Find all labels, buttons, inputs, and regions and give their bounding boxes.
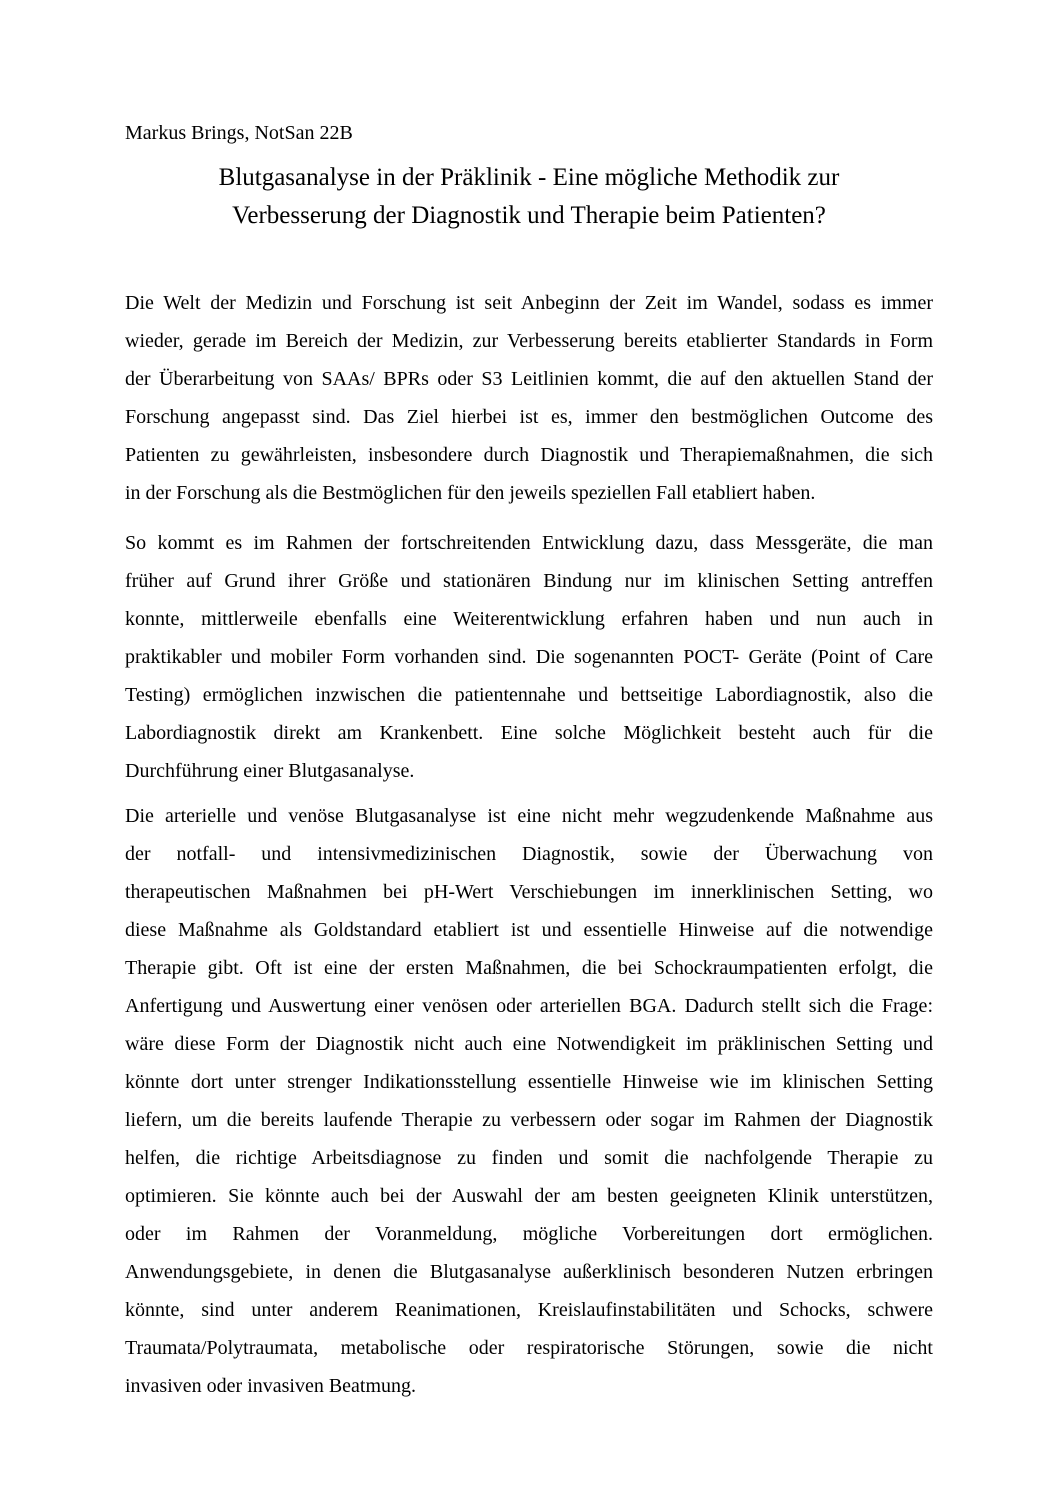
text-line: früher auf Grund ihrer Größe und stationären Bindung nur im klinischen Setting antreffen bbox=[125, 570, 933, 592]
text-line: in der Forschung als die Bestmöglichen für den jeweils speziellen Fall etabliert haben. bbox=[125, 482, 816, 504]
text-line: optimieren. Sie könnte auch bei der Auswahl der am besten geeigneten Klinik unterstützen, bbox=[125, 1185, 933, 1207]
text-line: wieder, gerade im Bereich der Medizin, zur Verbesserung bereits etablierter Standards in Form bbox=[125, 330, 933, 352]
text-line: Durchführung einer Blutgasanalyse. bbox=[125, 760, 415, 782]
document-title bbox=[125, 159, 933, 235]
text-line: invasiven oder invasiven Beatmung. bbox=[125, 1375, 417, 1397]
text-line: wäre diese Form der Diagnostik nicht auch eine Notwendigkeit im präklinischen Setting und bbox=[125, 1033, 933, 1055]
text-line: Die Welt der Medizin und Forschung ist seit Anbeginn der Zeit im Wandel, sodass es immer bbox=[125, 292, 933, 314]
text-line: liefern, um die bereits laufende Therapie zu verbessern oder sogar im Rahmen der Diagnostik bbox=[125, 1109, 933, 1131]
text-line: Testing) ermöglichen inzwischen die patientennahe und bettseitige Labordiagnostik, also die bbox=[125, 684, 933, 706]
text-line: Anwendungsgebiete, in denen die Blutgasanalyse außerklinisch besonderen Nutzen erbringen bbox=[125, 1261, 933, 1283]
author-line: Markus Brings, NotSan 22B bbox=[125, 122, 353, 144]
text-line: Traumata/Polytraumata, metabolische oder respiratorische Störungen, sowie die nicht bbox=[125, 1337, 933, 1359]
text-line: Labordiagnostik direkt am Krankenbett. Eine solche Möglichkeit besteht auch für die bbox=[125, 722, 933, 744]
paragraph bbox=[125, 284, 933, 512]
text-line: Patienten zu gewährleisten, insbesondere durch Diagnostik und Therapiemaßnahmen, die sich bbox=[125, 444, 933, 466]
paragraph bbox=[125, 797, 933, 1405]
text-line: könnte dort unter strenger Indikationsstellung essentielle Hinweise wie im klinischen Setting bbox=[125, 1071, 933, 1093]
document-title-line-1: Blutgasanalyse in der Präklinik - Eine mögliche Methodik zur bbox=[218, 164, 840, 191]
text-line: So kommt es im Rahmen der fortschreitenden Entwicklung dazu, dass Messgeräte, die man bbox=[125, 532, 933, 554]
paragraph bbox=[125, 524, 933, 790]
text-line: diese Maßnahme als Goldstandard etabliert ist und essentielle Hinweise auf die notwendige bbox=[125, 919, 933, 941]
text-line: helfen, die richtige Arbeitsdiagnose zu finden und somit die nachfolgende Therapie zu bbox=[125, 1147, 933, 1169]
text-line: praktikabler und mobiler Form vorhanden sind. Die sogenannten POCT- Geräte (Point of Care bbox=[125, 646, 933, 668]
text-line: konnte, mittlerweile ebenfalls eine Weiterentwicklung erfahren haben und nun auch in bbox=[125, 608, 933, 630]
text-line: Forschung angepasst sind. Das Ziel hierbei ist es, immer den bestmöglichen Outcome des bbox=[125, 406, 933, 428]
document-title-line-2: Verbesserung der Diagnostik und Therapie beim Patienten? bbox=[232, 202, 826, 229]
text-line: oder im Rahmen der Voranmeldung, mögliche Vorbereitungen dort ermöglichen. bbox=[125, 1223, 933, 1245]
text-line: Anfertigung und Auswertung einer venösen oder arteriellen BGA. Dadurch stellt sich die Frage: bbox=[125, 995, 933, 1017]
text-line: der Überarbeitung von SAAs/ BPRs oder S3 Leitlinien kommt, die auf den aktuellen Stand der bbox=[125, 368, 933, 390]
text-line: therapeutischen Maßnahmen bei pH-Wert Verschiebungen im innerklinischen Setting, wo bbox=[125, 881, 933, 903]
text-line: der notfall- und intensivmedizinischen Diagnostik, sowie der Überwachung von bbox=[125, 843, 933, 865]
text-line: Die arterielle und venöse Blutgasanalyse ist eine nicht mehr wegzudenkende Maßnahme aus bbox=[125, 805, 933, 827]
text-line: Therapie gibt. Oft ist eine der ersten Maßnahmen, die bei Schockraumpatienten erfolgt, die bbox=[125, 957, 933, 979]
text-line: könnte, sind unter anderem Reanimationen, Kreislaufinstabilitäten und Schocks, schwere bbox=[125, 1299, 933, 1321]
